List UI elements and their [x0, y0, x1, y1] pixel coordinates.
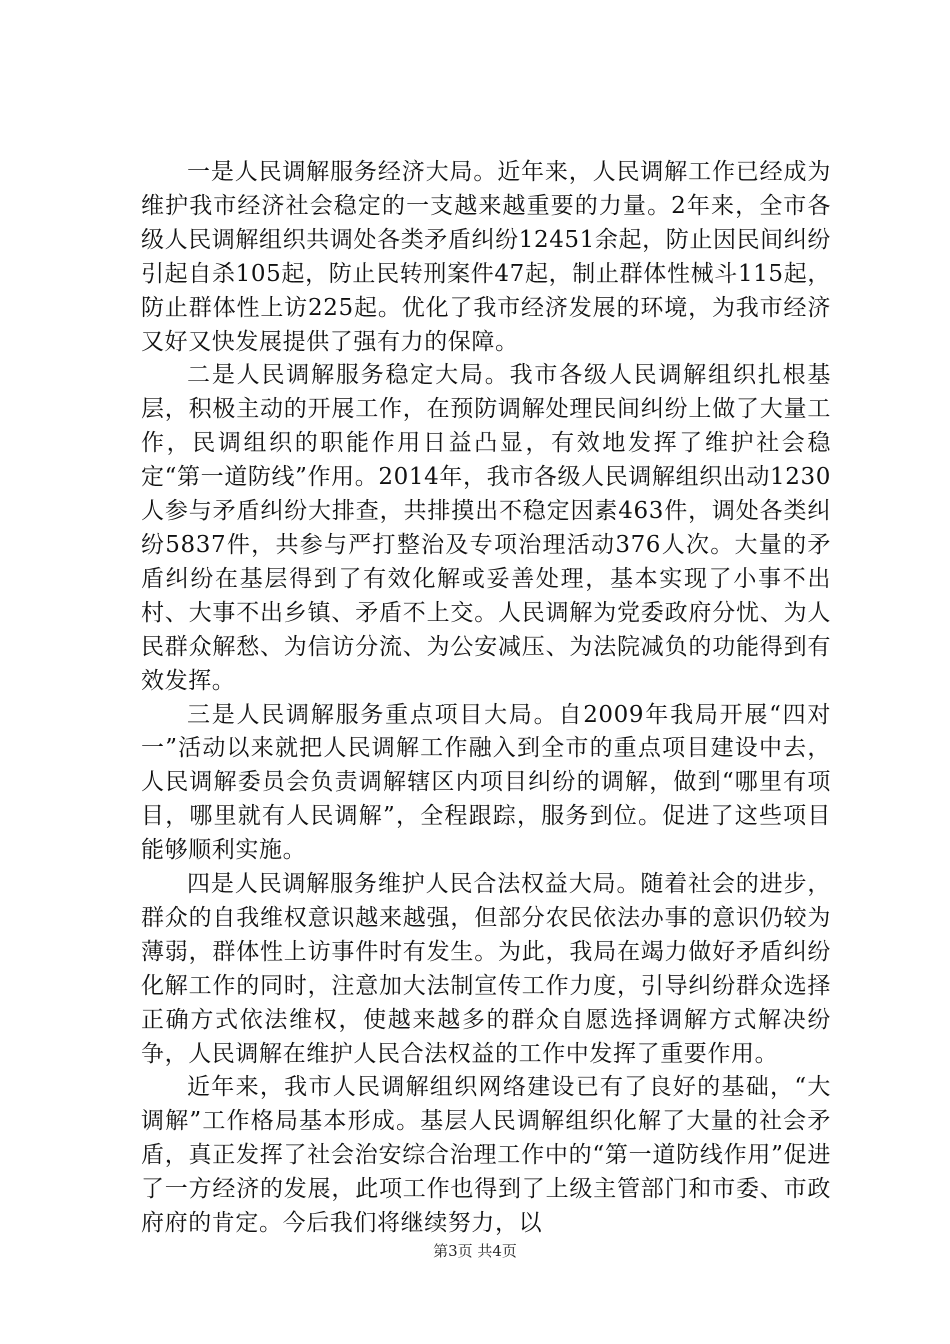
paragraph-rights: 四是人民调解服务维护人民合法权益大局。随着社会的进步，群众的自我维权意识越来越强，但部分农民依法办事的意识仍较为薄弱，群体性上访事件时有发生。为此，我局在竭力做好矛盾纠纷化解工作的同时，注意加大法制宣传工作力度，引导纠纷群众选择正确方式依法维权，使越来越多的群众自愿选择调解方式解决纷争，人民调解在维护人民合法权益的工作中发挥了重要作用。: [141, 871, 831, 1067]
document-body: [141, 156, 831, 1241]
paragraph-stability: 二是人民调解服务稳定大局。我市各级人民调解组织扎根基层，积极主动的开展工作，在预防调解处理民间纠纷上做了大量工作，民调组织的职能作用日益凸显，有效地发挥了维护社会稳定“第一道防线”作用。2014年，我市各级人民调解组织出动1230人参与矛盾纠纷大排查，共排摸出不稳定因素463件，调处各类纠纷5837件，共参与严打整治及专项治理活动376人次。大量的矛盾纠纷在基层得到了有效化解或妥善处理，基本实现了小事不出村、大事不出乡镇、矛盾不上交。人民调解为党委政府分忧、为人民群众解愁、为信访分流、为公安减压、为法院减负的功能得到有效发挥。: [141, 362, 831, 694]
paragraph-key-projects: 三是人民调解服务重点项目大局。自2009年我局开展“四对一”活动以来就把人民调解工作融入到全市的重点项目建设中去，人民调解委员会负责调解辖区内项目纠纷的调解，做到“哪里有项目，哪里就有人民调解”，全程跟踪，服务到位。促进了这些项目能够顺利实施。: [141, 701, 831, 864]
page-footer: 第3页 共4页: [433, 1242, 517, 1260]
paragraph-summary: 近年来，我市人民调解组织网络建设已有了良好的基础，“大调解”工作格局基本形成。基层人民调解组织化解了大量的社会矛盾，真正发挥了社会治安综合治理工作中的“第一道防线作用”促进了一方经济的发展，此项工作也得到了上级主管部门和市委、市政府府的肯定。今后我们将继续努力，以: [141, 1074, 831, 1237]
paragraph-economy: 一是人民调解服务经济大局。近年来，人民调解工作已经成为维护我市经济社会稳定的一支越来越重要的力量。2年来，全市各级人民调解组织共调处各类矛盾纠纷12451余起，防止因民间纠纷引起自杀105起，防止民转刑案件47起，制止群体性械斗115起，防止群体性上访225起。优化了我市经济发展的环境，为我市经济又好又快发展提供了强有力的保障。: [141, 159, 831, 355]
